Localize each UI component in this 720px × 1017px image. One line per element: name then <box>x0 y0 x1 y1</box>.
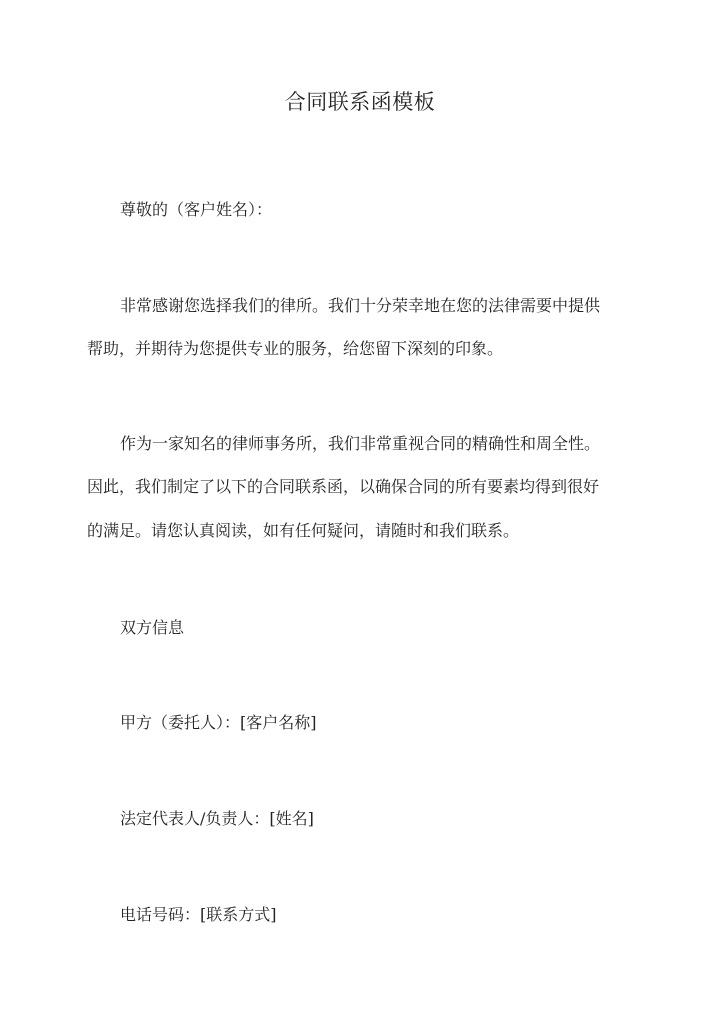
paragraph2-line2: 因此，我们制定了以下的合同联系函，以确保合同的所有要素均得到很好 <box>87 477 600 496</box>
paragraph1-line2: 帮助，并期待为您提供专业的服务，给您留下深刻的印象。 <box>87 339 504 358</box>
paragraph2-line1: 作为一家知名的律师事务所，我们非常重视合同的精确性和周全性。 <box>120 434 601 453</box>
paragraph2-line3: 的满足。请您认真阅读，如有任何疑问，请随时和我们联系。 <box>87 521 520 540</box>
legal-representative-field: 法定代表人/负责人：[姓名] <box>120 809 314 828</box>
party-a-field: 甲方（委托人）：[客户名称] <box>120 713 317 732</box>
salutation: 尊敬的（客户姓名）： <box>120 200 273 219</box>
paragraph1-line1: 非常感谢您选择我们的律所。我们十分荣幸地在您的法律需要中提供 <box>120 296 601 315</box>
section-heading: 双方信息 <box>120 618 185 637</box>
document-title: 合同联系函模板 <box>284 90 436 114</box>
phone-number-field: 电话号码：[联系方式] <box>120 905 277 924</box>
